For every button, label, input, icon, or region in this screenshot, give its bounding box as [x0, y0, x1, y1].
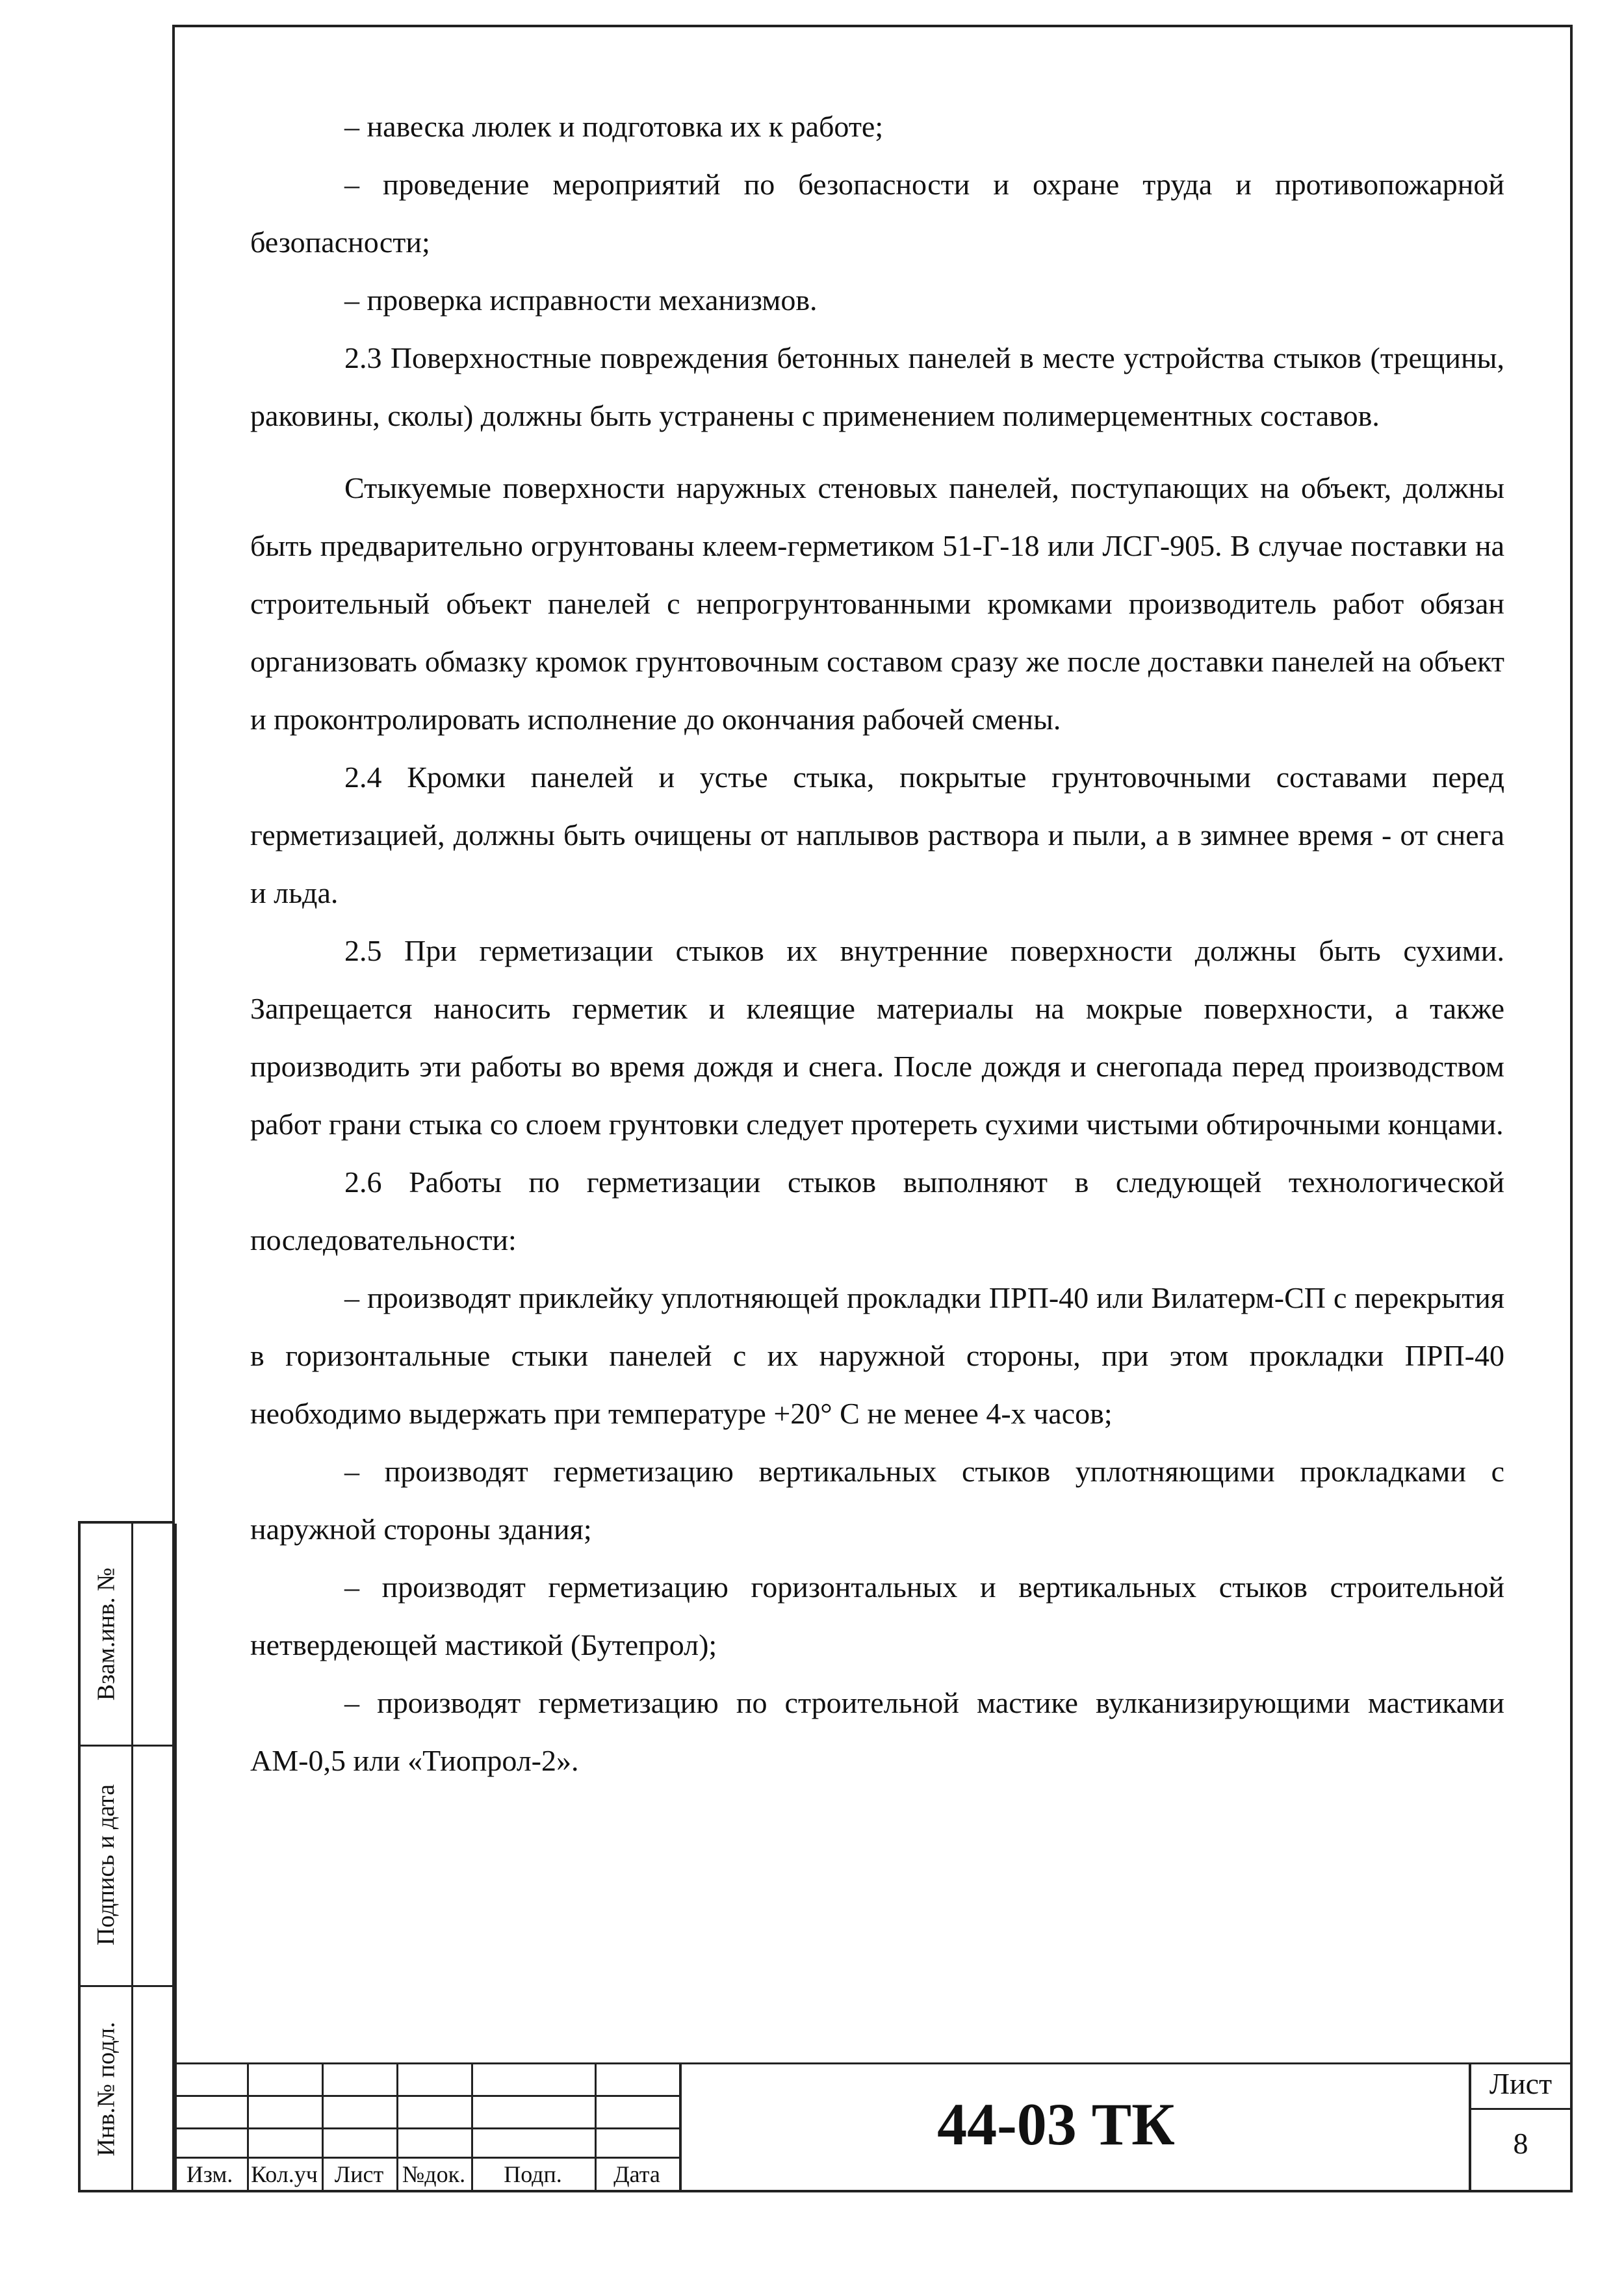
col-podp-label: Подп. [504, 2161, 562, 2187]
paragraph: Стыкуемые поверхности наружных стеновых панелей, поступающих на объект, должны быть предварительно огрунтованы клеем-герметиком 51-Г-18 или ЛСГ-905. В случае поставки на строительный объект панелей с непрогрунтованными кромками производитель работ обязан организовать обмазку кромок грунтовочным составом сразу же после доставки панелей на объект и проконтролировать исполнение до окончания рабочей смены. [250, 471, 1504, 736]
paragraph: 2.4 Кромки панелей и устье стыка, покрытые грунтовочными составами перед герметизацией, должны быть очищены от наплывов раствора и пыли, а в зимнее время - от снега и льда. [250, 760, 1504, 909]
side-stamp-value-column [131, 1524, 177, 2190]
paragraph: – навеска люлек и подготовка их к работе; [344, 110, 884, 143]
col-list-label: Лист [334, 2161, 384, 2187]
paragraph: – производят герметизацию по строительной мастике вулканизирующими мастиками АМ-0,5 или «Тиопрол-2». [250, 1686, 1504, 1777]
sheet-label: Лист [1489, 2067, 1553, 2100]
paragraph: – проверка исправности механизмов. [344, 283, 818, 317]
paragraph: – проведение мероприятий по безопасности и охране труда и противопожарной безопасности; [250, 168, 1504, 259]
paragraph: – производят герметизацию горизонтальных и вертикальных стыков строительной нетвердеющей мастикой (Бутепрол); [250, 1570, 1504, 1661]
document-body [250, 98, 1504, 1789]
paragraph: 2.6 Работы по герметизации стыков выполняют в следующей технологической последовательности: [250, 1165, 1504, 1256]
col-izm-label: Изм. [186, 2161, 233, 2187]
col-data-label: Дата [613, 2161, 660, 2187]
col-kolvo-label: Кол.уч [251, 2161, 318, 2187]
paragraph: – производят герметизацию вертикальных стыков уплотняющими прокладками с наружной стороны здания; [250, 1455, 1504, 1546]
vzam-inv-label: Взам.инв. № [92, 1567, 120, 1701]
col-ndok-label: №док. [402, 2161, 466, 2187]
paragraph: – производят приклейку уплотняющей прокладки ПРП-40 или Вилатерм-СП с перекрытия в горизонтальные стыки панелей с их наружной стороны, при этом прокладки ПРП-40 необходимо выдержать при температуре +20° С не менее 4-х часов; [250, 1281, 1504, 1430]
title-block [172, 2062, 1573, 2192]
side-stamp [78, 1521, 172, 2192]
podpis-data-label: Подпись и дата [92, 1784, 120, 1946]
document-code: 44-03 ТК [937, 2091, 1175, 2157]
inv-podl-label: Инв.№ подл. [92, 2022, 120, 2157]
paragraph: 2.5 При герметизации стыков их внутренние поверхности должны быть сухими. Запрещается наносить герметик и клеящие материалы на мокрые поверхности, а также производить эти работы во время дождя и снега. После дождя и снегопада перед производством работ грани стыка со слоем грунтовки следует протереть сухими чистыми обтирочными концами. [250, 934, 1504, 1141]
paragraph: 2.3 Поверхностные повреждения бетонных панелей в месте устройства стыков (трещины, раковины, сколы) должны быть устранены с применением полимерцементных составов. [250, 341, 1504, 432]
sheet-number: 8 [1513, 2127, 1528, 2160]
